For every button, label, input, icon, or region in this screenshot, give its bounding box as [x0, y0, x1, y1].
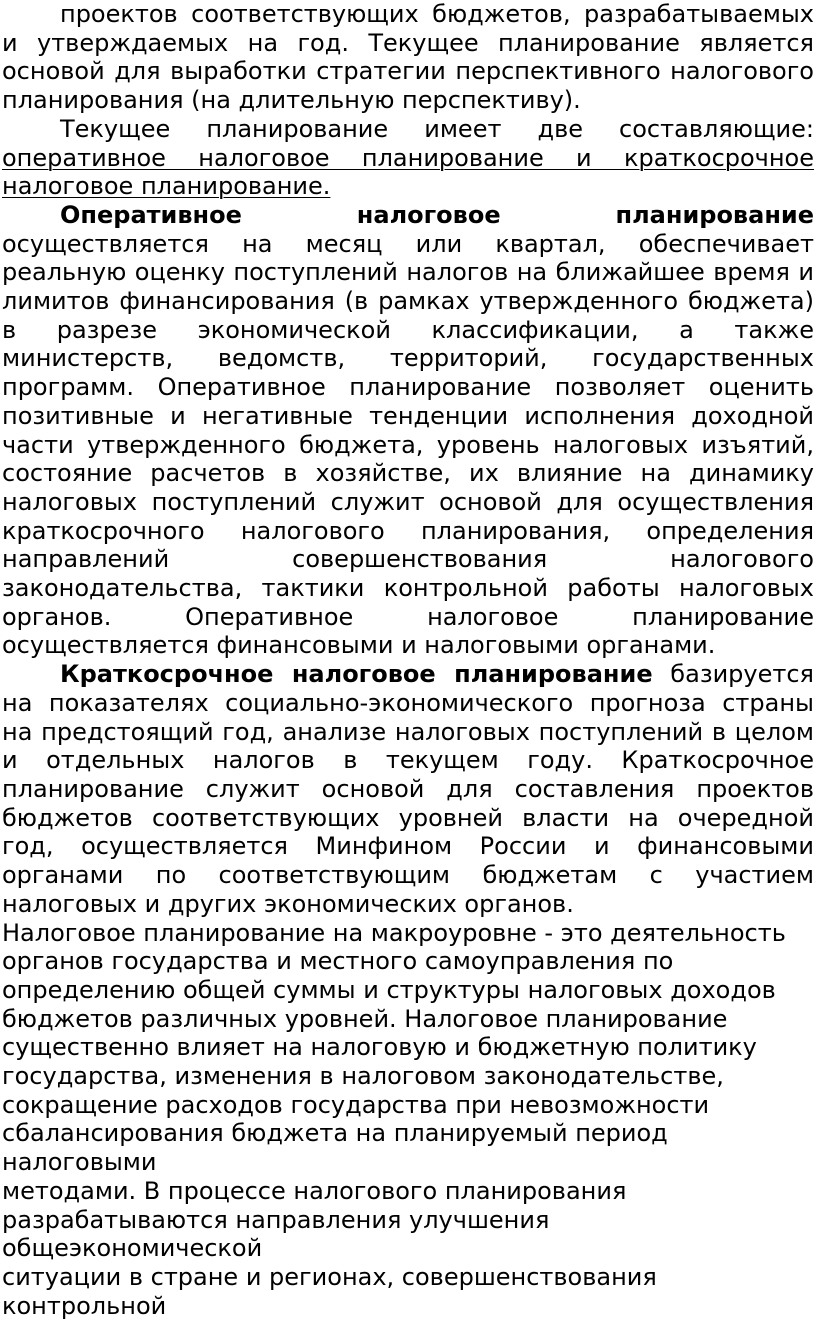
underlined-components-text: оперативное налоговое планирование и краткосрочное налоговое планирование. — [2, 144, 814, 201]
paragraph-short-term-planning — [2, 660, 814, 918]
paragraph-operational-planning — [2, 201, 814, 660]
text-line: методами. В процессе налогового планирования — [2, 1177, 626, 1205]
text-line: существенно влияет на налоговую и бюджетную политику — [2, 1033, 757, 1061]
paragraph-lead-text: Текущее планирование имеет две составляющие: — [60, 115, 814, 143]
text-line: сбалансирования бюджета на планируемый период налоговыми — [2, 1119, 668, 1176]
term-short-term-planning: Краткосрочное налоговое планирование — [60, 660, 653, 688]
document-page — [2, 0, 814, 1320]
paragraph-planning-components — [2, 115, 814, 201]
paragraph-text: осуществляется на месяц или квартал, обеспечивает реальную оценку поступлений налогов на ближайшее время и лимитов финансирования (в рамках утвержденного бюджета) в разрезе экономической классификации, а также министерств, ведомств, территорий, государственных программ. Оперативное планирование позволяет оценить позитивные и негативные тенденции исполнения доходной части утвержденного бюджета, уровень налоговых изъятий, состояние расчетов в хозяйстве, их влияние на динамику налоговых поступлений служит основой для осуществления краткосрочного налогового планирования, определения направлений совершенствования налогового законодательства, тактики контрольной работы налоговых органов. Оперативное налоговое планирование осуществляется финансовыми и налоговыми органами. — [2, 230, 814, 660]
text-line: ситуации в стране и регионах, совершенствования контрольной — [2, 1263, 657, 1320]
text-line: государства, изменения в налоговом законодательстве, — [2, 1062, 724, 1090]
paragraph-text: базируется на показателях социально-экономического прогноза страны на предстоящий год, анализе налоговых поступлений в целом и отдельных налогов в текущем году. Краткосрочное планирование служит основой для составления проектов бюджетов соответствующих уровней власти на очередной год, осуществляется Минфином России и финансовыми органами по соответствующим бюджетам с участием налоговых и других экономических органов. — [2, 660, 814, 918]
text-line: бюджетов различных уровней. Налоговое планирование — [2, 1005, 727, 1033]
text-line: органов государства и местного самоуправления по — [2, 947, 673, 975]
text-line: сокращение расходов государства при невозможности — [2, 1091, 709, 1119]
text-line: разрабатываются направления улучшения общеэкономической — [2, 1206, 549, 1263]
paragraph-macro-level-planning — [2, 919, 814, 1320]
term-operational-planning: Оперативное налоговое планирование — [60, 201, 814, 229]
paragraph-text: проектов соответствующих бюджетов, разрабатываемых и утверждаемых на год. Текущее планирование является основой для выработки стратегии перспективного налогового планирования (на длительную перспективу). — [2, 0, 814, 114]
text-line: определению общей суммы и структуры налоговых доходов — [2, 976, 776, 1004]
text-line: Налоговое планирование на макроуровне - это деятельность — [2, 919, 786, 947]
paragraph-current-planning-basis — [2, 0, 814, 115]
